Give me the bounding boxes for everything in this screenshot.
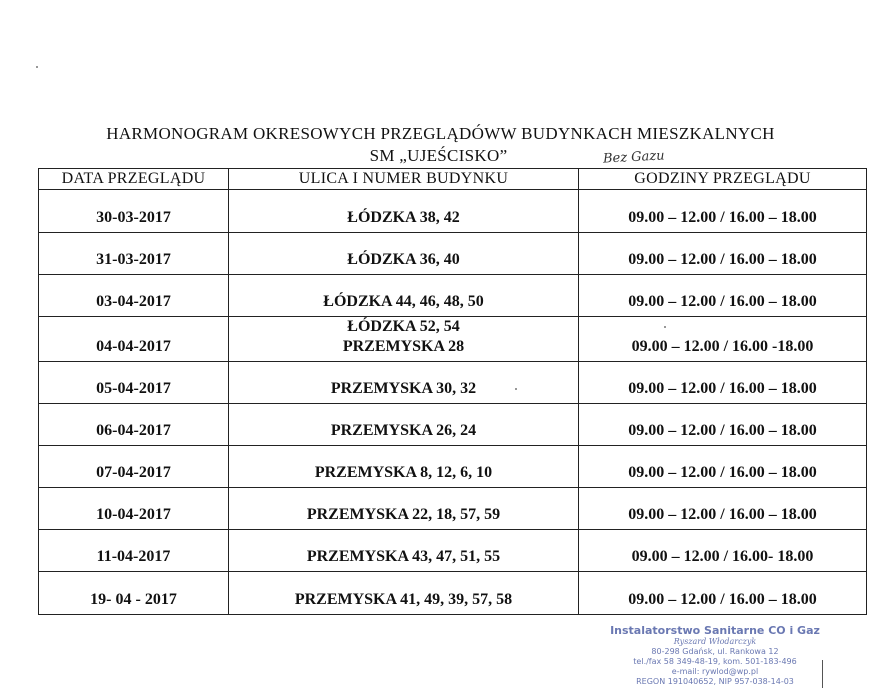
inspection-date: 03-04-2017: [39, 275, 229, 317]
header-date: DATA PRZEGLĄDU: [39, 169, 229, 190]
street-address: [229, 404, 579, 446]
table-row: [39, 404, 867, 446]
stamp-title: Instalatorstwo Sanitarne CO i Gaz: [610, 624, 820, 637]
inspection-hours: 09.00 – 12.00 / 16.00 – 18.00: [579, 572, 867, 615]
inspection-hours: 09.00 – 12.00 / 16.00 -18.00: [579, 317, 867, 362]
street-line: ŁÓDZKA 52, 54: [347, 318, 460, 335]
table-row: [39, 190, 867, 233]
inspection-date: 10-04-2017: [39, 488, 229, 530]
inspection-hours: 09.00 – 12.00 / 16.00 – 18.00: [579, 190, 867, 233]
table-row: [39, 233, 867, 275]
street-line: ŁÓDZKA 36, 40: [347, 251, 460, 268]
header-row: [39, 169, 867, 190]
street-address: [229, 190, 579, 233]
table-row: [39, 275, 867, 317]
inspection-hours: 09.00 – 12.00 / 16.00 – 18.00: [579, 275, 867, 317]
street-address: [229, 530, 579, 572]
table-row: [39, 446, 867, 488]
stamp-ids: REGON 191040652, NIP 957-038-14-03: [636, 677, 794, 686]
inspection-date: 19- 04 - 2017: [39, 572, 229, 615]
inspection-date: 30-03-2017: [39, 190, 229, 233]
inspection-hours: 09.00 – 12.00 / 16.00 – 18.00: [579, 362, 867, 404]
document-subtitle: SM „UJEŚCISKO”: [369, 146, 508, 165]
street-line: PRZEMYSKA 30, 32: [330, 380, 477, 397]
margin-mark: [822, 660, 823, 688]
header-street: ULICA I NUMER BUDYNKU: [229, 169, 579, 190]
street-line: PRZEMYSKA 41, 49, 39, 57, 58: [294, 591, 513, 608]
table-row: [39, 317, 867, 362]
inspection-hours: 09.00 – 12.00 / 16.00 – 18.00: [579, 233, 867, 275]
street-line: PRZEMYSKA 26, 24: [330, 422, 477, 439]
inspection-date: 31-03-2017: [39, 233, 229, 275]
street-address: [229, 233, 579, 275]
schedule-table: [38, 168, 867, 615]
street-address: [229, 488, 579, 530]
table-row: [39, 530, 867, 572]
stamp-phone: tel./fax 58 349-48-19, kom. 501-183-496: [633, 657, 797, 666]
street-address: [229, 446, 579, 488]
header-hours: GODZINY PRZEGLĄDU: [579, 169, 867, 190]
inspection-date: 06-04-2017: [39, 404, 229, 446]
street-line: ŁÓDZKA 38, 42: [347, 209, 460, 226]
scan-speck: [515, 388, 517, 390]
street-address: [229, 362, 579, 404]
company-stamp: [610, 624, 820, 687]
stamp-signature: Ryszard Włodarczyk: [673, 637, 757, 646]
stamp-address: 80-298 Gdańsk, ul. Rankowa 12: [651, 647, 779, 656]
document-title: HARMONOGRAM OKRESOWYCH PRZEGLĄDÓWW BUDYNKACH MIESZKALNYCH: [106, 124, 775, 143]
inspection-hours: 09.00 – 12.00 / 16.00 – 18.00: [579, 404, 867, 446]
scan-speck: [664, 326, 666, 328]
inspection-date: 11-04-2017: [39, 530, 229, 572]
table-row: [39, 362, 867, 404]
inspection-date: 07-04-2017: [39, 446, 229, 488]
inspection-date: 05-04-2017: [39, 362, 229, 404]
inspection-hours: 09.00 – 12.00 / 16.00 – 18.00: [579, 488, 867, 530]
table-row: [39, 572, 867, 615]
scan-speck: [36, 66, 38, 68]
street-line: PRZEMYSKA 22, 18, 57, 59: [306, 506, 501, 523]
inspection-hours: 09.00 – 12.00 / 16.00- 18.00: [579, 530, 867, 572]
table-row: [39, 488, 867, 530]
street-address: [229, 275, 579, 317]
inspection-hours: 09.00 – 12.00 / 16.00 – 18.00: [579, 446, 867, 488]
handwritten-note: Bez Gazu: [602, 148, 665, 167]
street-line: ŁÓDZKA 44, 46, 48, 50: [323, 293, 484, 310]
street-line: PRZEMYSKA 8, 12, 6, 10: [314, 464, 493, 481]
street-line: PRZEMYSKA 28: [342, 338, 465, 355]
stamp-email: e-mail: rywlod@wp.pl: [671, 667, 759, 676]
street-line: PRZEMYSKA 43, 47, 51, 55: [306, 548, 501, 565]
street-address: [229, 317, 579, 362]
street-address: [229, 572, 579, 615]
inspection-date: 04-04-2017: [39, 317, 229, 362]
